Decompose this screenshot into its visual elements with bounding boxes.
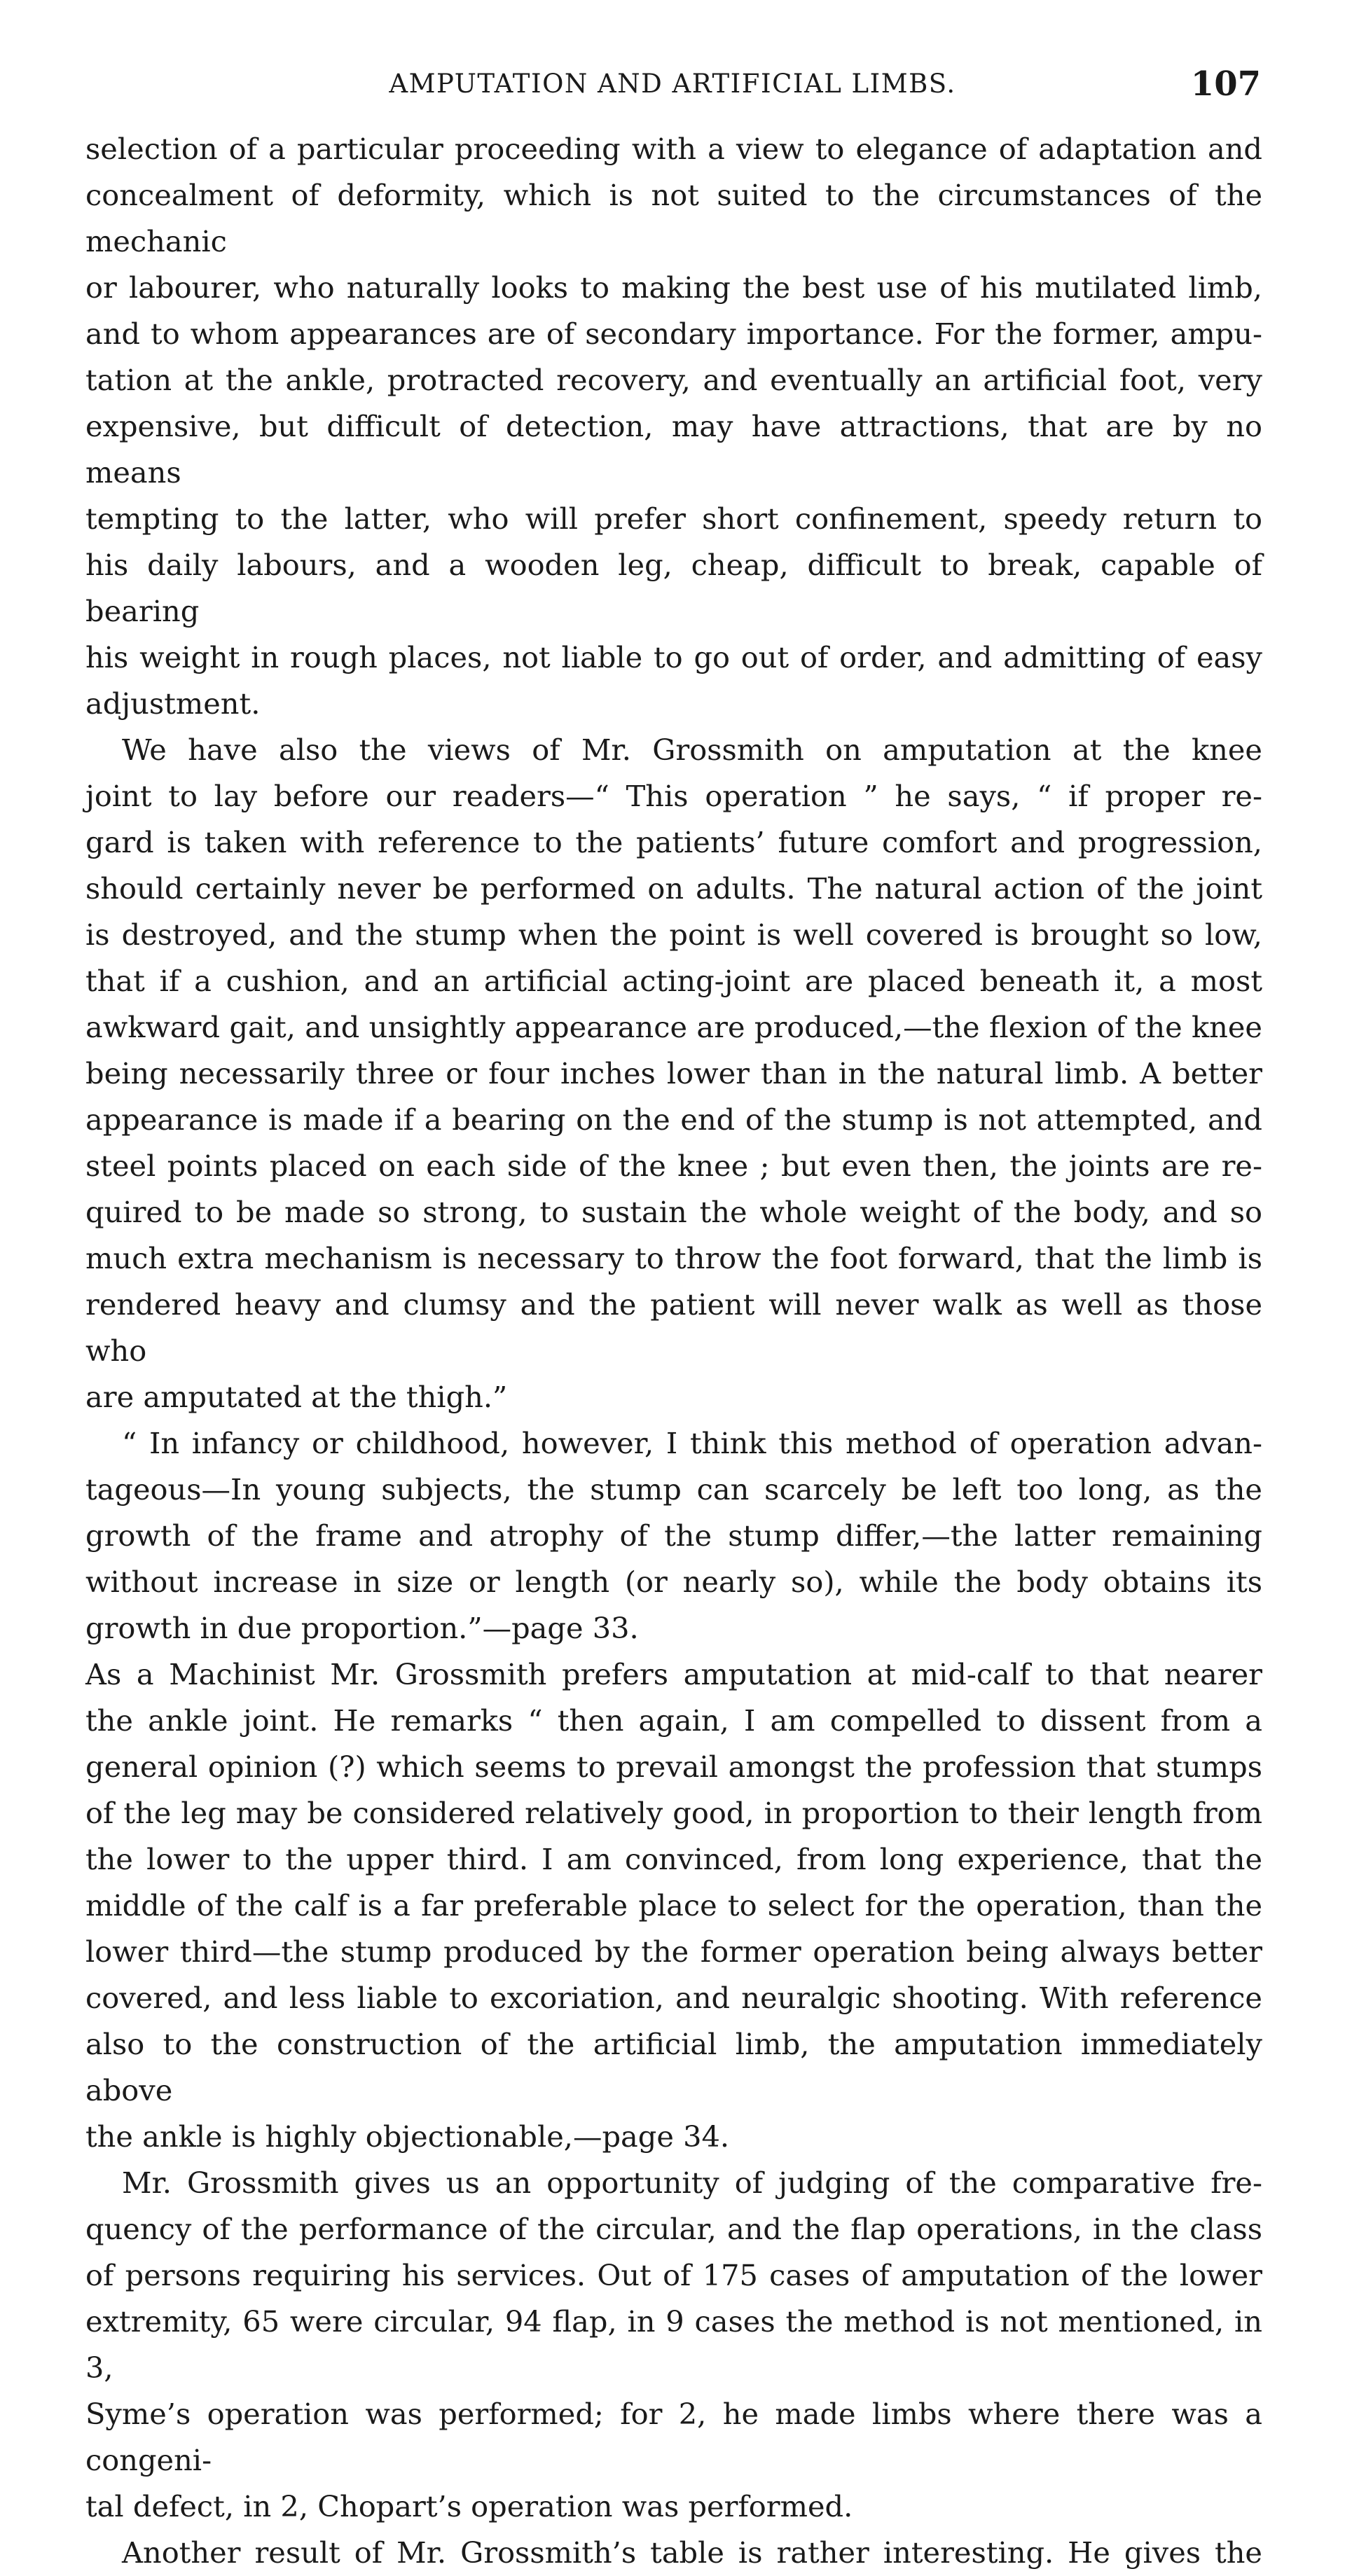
running-header: [84, 64, 1261, 113]
text-line: much extra mechanism is necessary to throw the foot forward, that the limb is: [85, 1241, 1262, 1275]
text-line: adjustment.: [85, 686, 261, 721]
text-line: growth of the frame and atrophy of the stump differ,—the latter remaining: [85, 1518, 1262, 1553]
body-text: [85, 126, 1262, 2576]
paragraph: [85, 2530, 1262, 2576]
text-line: middle of the calf is a far preferable place to select for the operation, than the: [85, 1888, 1262, 1923]
text-line: Mr. Grossmith gives us an opportunity of judging of the comparative fre-: [122, 2166, 1262, 2200]
text-line: lower third—the stump produced by the former operation being always better: [85, 1934, 1262, 1969]
text-line: awkward gait, and unsightly appearance are produced,—the flexion of the knee: [85, 1010, 1262, 1044]
text-line: steel points placed on each side of the knee ; but even then, the joints are re-: [85, 1149, 1262, 1183]
text-line: gard is taken with reference to the patients’ future comfort and progression,: [85, 825, 1262, 859]
text-line: “ In infancy or childhood, however, I think this method of operation advan-: [122, 1426, 1262, 1460]
text-line: of persons requiring his services. Out of 175 cases of amputation of the lower: [85, 2258, 1262, 2292]
text-line: that if a cushion, and an artificial acting-joint are placed beneath it, a most: [85, 964, 1262, 998]
text-line: tageous—In young subjects, the stump can scarcely be left too long, as the: [85, 1472, 1262, 1507]
text-line: As a Machinist Mr. Grossmith prefers amputation at mid-calf to that nearer: [85, 1657, 1262, 1691]
text-line: also to the construction of the artificial limb, the amputation immediately above: [85, 2027, 1262, 2107]
text-line: without increase in size or length (or nearly so), while the body obtains its: [85, 1565, 1262, 1599]
page-number: 107: [1190, 64, 1261, 104]
text-line: covered, and less liable to excoriation, and neuralgic shooting. With reference: [85, 1981, 1262, 2015]
text-line: is destroyed, and the stump when the point is well covered is brought so low,: [85, 917, 1262, 952]
text-line: should certainly never be performed on adults. The natural action of the joint: [85, 871, 1262, 906]
text-line: joint to lay before our readers—“ This operation ” he says, “ if proper re-: [85, 779, 1262, 813]
paragraph: [85, 727, 1262, 1420]
text-line: and to whom appearances are of secondary importance. For the former, ampu-: [85, 317, 1262, 351]
text-line: expensive, but difficult of detection, may have attractions, that are by no means: [85, 409, 1262, 490]
text-line: his daily labours, and a wooden leg, cheap, difficult to break, capable of bearing: [85, 548, 1262, 628]
header-title: AMPUTATION AND ARTIFICIAL LIMBS.: [389, 69, 956, 99]
text-line: concealment of deformity, which is not suited to the circumstances of the mechanic: [85, 178, 1262, 258]
paragraph: [85, 126, 1262, 727]
text-line: growth in due proportion.”—page 33.: [85, 1611, 639, 1645]
text-line: the lower to the upper third. I am convinced, from long experience, that the: [85, 1842, 1262, 1876]
text-line: extremity, 65 were circular, 94 flap, in 9 cases the method is not mentioned, in 3,: [85, 2304, 1262, 2385]
text-line: general opinion (?) which seems to prevail amongst the profession that stumps: [85, 1750, 1262, 1784]
text-line: being necessarily three or four inches lower than in the natural limb. A better: [85, 1056, 1262, 1090]
paragraph: [85, 1420, 1262, 1651]
text-line: tal defect, in 2, Chopart’s operation was performed.: [85, 2489, 853, 2523]
text-line: rendered heavy and clumsy and the patient will never walk as well as those who: [85, 1287, 1262, 1368]
text-line: the ankle joint. He remarks “ then again, I am compelled to dissent from a: [85, 1703, 1262, 1738]
text-line: the ankle is highly objectionable,—page 34.: [85, 2119, 730, 2154]
text-line: We have also the views of Mr. Grossmith on amputation at the knee: [122, 733, 1262, 767]
paragraph: [85, 2160, 1262, 2530]
text-line: tation at the ankle, protracted recovery, and eventually an artificial foot, very: [85, 363, 1262, 397]
text-line: of the leg may be considered relatively good, in proportion to their length from: [85, 1796, 1262, 1830]
text-line: or labourer, who naturally looks to making the best use of his mutilated limb,: [85, 270, 1262, 305]
text-line: quency of the performance of the circular, and the flap operations, in the class: [85, 2212, 1262, 2246]
text-line: are amputated at the thigh.”: [85, 1380, 508, 1414]
paragraph: [85, 1651, 1262, 2160]
text-line: selection of a particular proceeding with a view to elegance of adaptation and: [85, 132, 1262, 166]
text-line: his weight in rough places, not liable to go out of order, and admitting of easy: [85, 640, 1262, 674]
text-line: Another result of Mr. Grossmith’s table is rather interesting. He gives the: [122, 2535, 1262, 2570]
text-line: tempting to the latter, who will prefer short confinement, speedy return to: [85, 501, 1262, 536]
text-line: appearance is made if a bearing on the end of the stump is not attempted, and: [85, 1102, 1262, 1137]
text-line: Syme’s operation was performed; for 2, he made limbs where there was a congeni-: [85, 2397, 1262, 2477]
text-line: quired to be made so strong, to sustain the whole weight of the body, and so: [85, 1195, 1262, 1229]
